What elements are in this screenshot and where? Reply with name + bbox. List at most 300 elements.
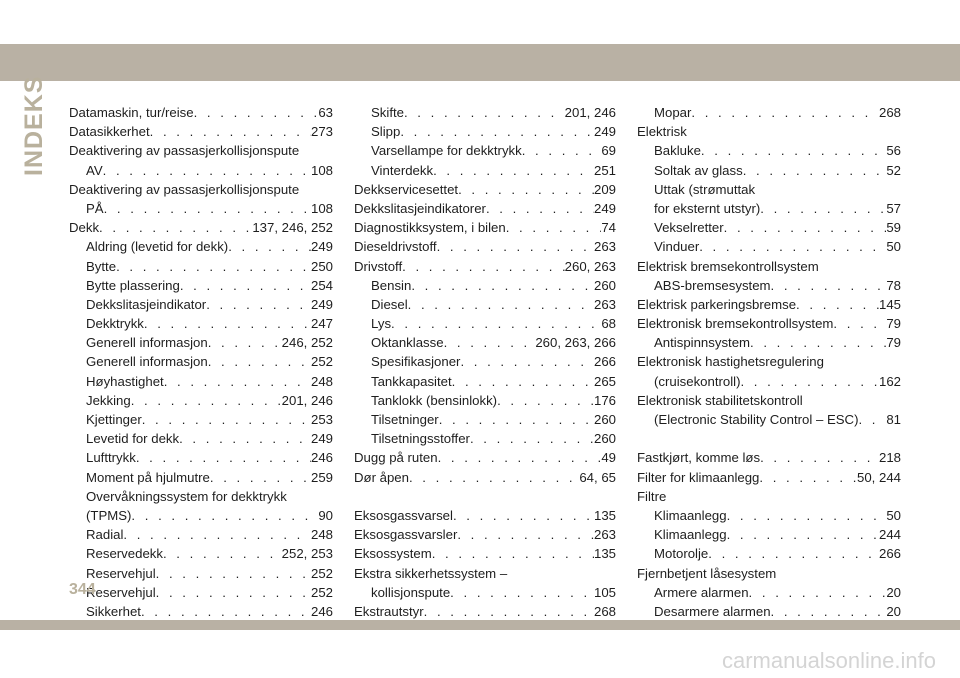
dot-leader — [404, 103, 565, 122]
index-entry — [354, 525, 616, 544]
entry-spacer — [354, 487, 616, 506]
index-subentry — [69, 352, 333, 371]
entry-page-ref: 249 — [593, 124, 616, 140]
entry-page-ref: 50 — [886, 239, 901, 255]
dot-leader — [460, 352, 594, 371]
entry-term: Elektrisk — [637, 124, 687, 140]
entry-term: Dør åpen — [354, 469, 409, 485]
entry-term: Armere alarmen — [654, 584, 749, 600]
entry-term: Antispinnsystem — [654, 335, 751, 351]
entry-page-ref: 246 — [310, 450, 333, 466]
index-subentry — [637, 372, 901, 391]
dot-leader — [99, 218, 252, 237]
dot-leader — [701, 141, 886, 160]
dot-leader — [691, 103, 879, 122]
dot-leader — [438, 448, 602, 467]
dot-leader — [150, 122, 311, 141]
index-subentry — [69, 333, 333, 352]
entry-page-ref: 90 — [318, 507, 333, 523]
entry-page-ref: 145 — [878, 296, 901, 312]
index-subentry — [637, 199, 901, 218]
index-column-2 — [354, 103, 616, 621]
index-subentry — [637, 103, 901, 122]
entry-term: Klimaanlegg — [654, 527, 727, 543]
entry-term: Ekstrautstyr — [354, 603, 424, 619]
entry-page-ref: 268 — [593, 603, 616, 619]
index-subentry — [69, 564, 333, 583]
index-subentry — [69, 448, 333, 467]
entry-term: Overvåkningssystem for dekktrykk — [86, 488, 287, 504]
index-subentry — [69, 506, 333, 525]
page-number: 344 — [69, 581, 96, 598]
dot-leader — [833, 314, 886, 333]
index-column-3 — [637, 103, 901, 621]
entry-term: Dekkservicesettet — [354, 181, 459, 197]
dot-leader — [796, 295, 879, 314]
entry-term: ABS-bremsesystem — [654, 277, 771, 293]
dot-leader — [486, 199, 594, 218]
dot-leader — [163, 544, 282, 563]
dot-leader — [411, 276, 594, 295]
entry-page-ref: 273 — [310, 124, 333, 140]
entry-page-ref: 135 — [593, 546, 616, 562]
entry-page-ref: 268 — [878, 105, 901, 120]
index-entry — [637, 314, 901, 333]
index-subentry — [354, 141, 616, 160]
dot-leader — [724, 218, 887, 237]
index-subentry — [354, 429, 616, 448]
entry-page-ref: 252, 253 — [281, 546, 333, 562]
index-subentry — [69, 161, 333, 180]
entry-page-ref: 260 — [593, 431, 616, 447]
entry-page-ref: 176 — [593, 392, 616, 408]
entry-page-ref: 263 — [593, 239, 616, 255]
entry-page-ref: 74 — [601, 220, 616, 236]
index-subentry — [69, 295, 333, 314]
entry-term: Slipp — [371, 124, 401, 140]
dot-leader — [206, 295, 311, 314]
entry-page-ref: 248 — [310, 527, 333, 543]
entry-term: Eksossystem — [354, 546, 432, 562]
index-entry — [637, 487, 901, 506]
entry-term: Vinduer — [654, 239, 700, 255]
entry-page-ref: 260 — [593, 277, 616, 293]
entry-term: Dekktrykk — [86, 316, 144, 332]
dot-leader — [123, 525, 311, 544]
entry-page-ref: 137, 246, 252 — [252, 220, 333, 236]
entry-term: Lufttrykk — [86, 450, 136, 466]
entry-term: Eksosgassvarsel — [354, 507, 453, 523]
index-subentry — [354, 372, 616, 391]
entry-page-ref: 260, 263, 266 — [535, 335, 616, 351]
entry-term: Diagnostikksystem, i bilen — [354, 220, 506, 236]
dot-leader — [727, 525, 879, 544]
dot-leader — [699, 237, 886, 256]
entry-term: Lys — [371, 316, 392, 332]
entry-page-ref: 52 — [886, 162, 901, 178]
entry-page-ref: 57 — [886, 200, 901, 216]
entry-page-ref: 79 — [886, 335, 901, 351]
index-subentry — [637, 602, 901, 621]
index-subentry — [637, 237, 901, 256]
entry-page-ref: 252 — [310, 565, 333, 581]
entry-term: Filtre — [637, 488, 667, 504]
index-subentry — [69, 544, 333, 563]
index-subentry — [637, 525, 901, 544]
index-subentry — [69, 314, 333, 333]
entry-term: Spesifikasjoner — [371, 354, 461, 370]
dot-leader — [408, 295, 594, 314]
index-subentry — [354, 276, 616, 295]
entry-page-ref: 266 — [878, 546, 901, 562]
index-subentry — [354, 352, 616, 371]
index-subentry — [637, 161, 901, 180]
dot-leader — [391, 314, 601, 333]
dot-leader — [743, 161, 887, 180]
entry-term: Vekselretter — [654, 220, 724, 236]
dot-leader — [458, 180, 594, 199]
index-entry — [637, 257, 901, 276]
watermark: carmanualsonline.info — [721, 648, 936, 673]
entry-term: kollisjonspute — [371, 584, 451, 600]
entry-term: (cruisekontroll) — [654, 373, 741, 389]
entry-page-ref: 265 — [593, 373, 616, 389]
entry-term: Varsellampe for dekktrykk — [371, 143, 522, 159]
dot-leader — [136, 448, 311, 467]
entry-page-ref: 135 — [593, 507, 616, 523]
entry-page-ref: 260, 263 — [564, 258, 616, 274]
index-subentry — [354, 410, 616, 429]
index-entry — [354, 564, 616, 583]
entry-page-ref: 246 — [310, 603, 333, 619]
dot-leader — [144, 314, 311, 333]
entry-term: Dugg på ruten — [354, 450, 438, 466]
entry-term: Generell informasjon — [86, 335, 208, 351]
entry-page-ref: 49 — [601, 450, 616, 466]
entry-term: Levetid for dekk — [86, 431, 180, 447]
dot-leader — [437, 237, 594, 256]
index-subentry — [69, 276, 333, 295]
dot-leader — [760, 199, 886, 218]
index-subentry — [69, 237, 333, 256]
index-entry — [69, 218, 333, 237]
entry-term: Mopar — [654, 105, 692, 120]
index-entry — [354, 180, 616, 199]
entry-page-ref: 218 — [878, 450, 901, 466]
entry-term: Elektrisk bremsekontrollsystem — [637, 258, 819, 274]
entry-page-ref: 248 — [310, 373, 333, 389]
index-subentry — [637, 583, 901, 602]
dot-leader — [179, 429, 311, 448]
entry-term: Elektrisk parkeringsbremse — [637, 296, 797, 312]
entry-term: Fjernbetjent låsesystem — [637, 565, 777, 581]
entry-term: Skifte — [371, 105, 404, 120]
entry-term: Datamaskin, tur/reise — [69, 105, 194, 120]
entry-term: for eksternt utstyr) — [654, 200, 761, 216]
entry-page-ref: 81 — [886, 412, 901, 427]
index-entry — [637, 391, 901, 410]
entry-page-ref: 250 — [310, 258, 333, 274]
index-subentry — [69, 429, 333, 448]
dot-leader — [708, 544, 879, 563]
index-subentry — [69, 468, 333, 487]
entry-term: Bytte — [86, 258, 117, 274]
entry-page-ref: 108 — [310, 200, 333, 216]
dot-leader — [131, 391, 282, 410]
entry-term: Tilsetninger — [371, 412, 439, 427]
entry-term: Generell informasjon — [86, 354, 208, 370]
entry-term: Dieseldrivstoff — [354, 239, 437, 255]
entry-page-ref: 50 — [886, 507, 901, 523]
index-entry — [637, 468, 901, 487]
entry-term: Dekkslitasjeindikatorer — [354, 200, 486, 216]
entry-term: Datasikkerhet — [69, 124, 150, 140]
entry-term: Fastkjørt, komme løs — [637, 450, 761, 466]
dot-leader — [439, 410, 594, 429]
index-subentry — [637, 276, 901, 295]
entry-term: Tanklokk (bensinlokk) — [371, 392, 498, 408]
index-column-1 — [69, 103, 333, 621]
dot-leader — [750, 333, 886, 352]
index-subentry — [354, 583, 616, 602]
index-entry — [354, 468, 616, 487]
entry-term: Oktanklasse — [371, 335, 444, 351]
entry-page-ref: 209 — [593, 181, 616, 197]
entry-term: Aldring (levetid for dekk) — [86, 239, 229, 255]
footer-band — [0, 620, 960, 630]
dot-leader — [194, 103, 319, 122]
entry-term: Bensin — [371, 277, 412, 293]
entry-term: Eksosgassvarsler — [354, 527, 458, 543]
entry-page-ref: 253 — [310, 412, 333, 427]
dot-leader — [141, 602, 311, 621]
dot-leader — [402, 257, 565, 276]
index-subentry — [69, 410, 333, 429]
dot-leader — [131, 506, 318, 525]
entry-page-ref: 249 — [310, 239, 333, 255]
index-subentry — [637, 333, 901, 352]
entry-term: Reservehjul — [86, 584, 156, 600]
entry-page-ref: 244 — [878, 527, 901, 543]
index-entry — [354, 199, 616, 218]
entry-term: Elektronisk bremsekontrollsystem — [637, 316, 834, 332]
entry-page-ref: 50, 244 — [857, 469, 901, 485]
header-band — [0, 44, 960, 81]
entry-term: Deaktivering av passasjerkollisjonspute — [69, 143, 300, 159]
entry-page-ref: 201, 246 — [564, 105, 616, 120]
dot-leader — [506, 218, 602, 237]
dot-leader — [433, 161, 594, 180]
dot-leader — [400, 122, 594, 141]
dot-leader — [104, 199, 311, 218]
index-subentry — [354, 391, 616, 410]
entry-page-ref: 105 — [593, 584, 616, 600]
entry-term: Desarmere alarmen — [654, 603, 771, 619]
entry-page-ref: 56 — [886, 143, 901, 159]
entry-term: Dekk — [69, 220, 100, 236]
entry-page-ref: 64, 65 — [579, 469, 616, 485]
entry-page-ref: 251 — [593, 162, 616, 178]
entry-page-ref: 266 — [593, 354, 616, 370]
entry-page-ref: 20 — [886, 603, 901, 619]
index-subentry — [69, 372, 333, 391]
dot-leader — [727, 506, 887, 525]
dot-leader — [432, 544, 594, 563]
entry-page-ref: 78 — [886, 277, 901, 293]
index-entry — [69, 180, 333, 199]
index-entry — [354, 257, 616, 276]
entry-term: Elektronisk hastighetsregulering — [637, 354, 824, 370]
dot-leader — [452, 372, 594, 391]
index-entry — [637, 295, 901, 314]
entry-term: Elektronisk stabilitetskontroll — [637, 392, 803, 408]
dot-leader — [164, 372, 311, 391]
entry-page-ref: 69 — [601, 143, 616, 159]
entry-page-ref: 252 — [310, 354, 333, 370]
dot-leader — [740, 372, 879, 391]
dot-leader — [771, 602, 887, 621]
dot-leader — [522, 141, 602, 160]
entry-term: Vinterdekk — [371, 162, 434, 178]
entry-term: (TPMS) — [86, 507, 132, 523]
dot-leader — [208, 352, 311, 371]
index-subentry — [69, 602, 333, 621]
index-entry — [69, 141, 333, 160]
index-subentry — [354, 161, 616, 180]
entry-page-ref: 263 — [593, 296, 616, 312]
index-entry — [354, 237, 616, 256]
entry-term: Jekking — [86, 392, 131, 408]
entry-term: Motorolje — [654, 546, 709, 562]
dot-leader — [180, 276, 311, 295]
index-subentry — [69, 257, 333, 276]
entry-term: Dekkslitasjeindikator — [86, 296, 207, 312]
entry-term: Radial — [86, 527, 124, 543]
entry-page-ref: 247 — [310, 316, 333, 332]
entry-term: (Electronic Stability Control – ESC) — [654, 412, 859, 427]
index-entry — [354, 602, 616, 621]
entry-page-ref: 249 — [310, 296, 333, 312]
index-entry — [637, 352, 901, 371]
entry-spacer — [637, 429, 901, 448]
entry-term: Reservehjul — [86, 565, 156, 581]
entry-term: Uttak (strømuttak — [654, 181, 756, 197]
entry-term: Høyhastighet — [86, 373, 164, 389]
index-entry — [637, 564, 901, 583]
entry-page-ref: 63 — [318, 105, 333, 120]
entry-term: Reservedekk — [86, 546, 163, 562]
index-subentry — [354, 314, 616, 333]
entry-term: Moment på hjulmutre — [86, 469, 210, 485]
entry-term: Soltak av glass — [654, 162, 743, 178]
entry-page-ref: 249 — [310, 431, 333, 447]
index-entry — [69, 103, 333, 122]
index-subentry — [69, 199, 333, 218]
dot-leader — [453, 506, 594, 525]
index-subentry — [69, 391, 333, 410]
entry-page-ref: 68 — [601, 316, 616, 332]
entry-page-ref: 20 — [886, 584, 901, 600]
dot-leader — [759, 468, 857, 487]
index-entry — [69, 122, 333, 141]
dot-leader — [208, 333, 282, 352]
index-subentry — [637, 544, 901, 563]
index-entry — [354, 506, 616, 525]
dot-leader — [210, 468, 311, 487]
dot-leader — [103, 161, 311, 180]
dot-leader — [142, 410, 311, 429]
dot-leader — [156, 564, 311, 583]
entry-term: Tankkapasitet — [371, 373, 452, 389]
section-label: INDEKS — [20, 75, 48, 176]
dot-leader — [409, 468, 579, 487]
index-subentry — [354, 333, 616, 352]
entry-term: Deaktivering av passasjerkollisjonspute — [69, 181, 300, 197]
index-entry — [354, 448, 616, 467]
entry-term: Ekstra sikkerhetssystem – — [354, 565, 508, 581]
entry-term: Sikkerhet — [86, 603, 141, 619]
entry-page-ref: 108 — [310, 162, 333, 178]
index-subentry — [69, 525, 333, 544]
dot-leader — [444, 333, 536, 352]
index-entry — [354, 544, 616, 563]
entry-page-ref: 246, 252 — [281, 335, 333, 351]
index-subentry — [69, 583, 333, 602]
index-subentry — [354, 295, 616, 314]
entry-term: Bakluke — [654, 143, 701, 159]
entry-page-ref: 263 — [593, 527, 616, 543]
index-subentry — [637, 180, 901, 199]
dot-leader — [749, 583, 887, 602]
dot-leader — [760, 448, 879, 467]
entry-term: Klimaanlegg — [654, 507, 727, 523]
index-subentry — [637, 141, 901, 160]
entry-term: AV — [86, 162, 103, 178]
entry-term: Tilsetningsstoffer — [371, 431, 470, 447]
dot-leader — [116, 257, 311, 276]
entry-page-ref: 259 — [310, 469, 333, 485]
dot-leader — [771, 276, 887, 295]
entry-page-ref: 59 — [886, 220, 901, 236]
entry-page-ref: 201, 246 — [281, 392, 333, 408]
dot-leader — [858, 410, 886, 429]
index-entry — [354, 218, 616, 237]
entry-term: Filter for klimaanlegg — [637, 469, 760, 485]
entry-term: Kjettinger — [86, 412, 142, 427]
entry-term: PÅ — [86, 200, 104, 216]
entry-page-ref: 162 — [878, 373, 901, 389]
entry-page-ref: 249 — [593, 200, 616, 216]
dot-leader — [228, 237, 311, 256]
index-entry — [637, 448, 901, 467]
entry-page-ref: 260 — [593, 412, 616, 427]
entry-term: Bytte plassering — [86, 277, 180, 293]
dot-leader — [470, 429, 594, 448]
index-subentry — [354, 103, 616, 122]
dot-leader — [497, 391, 594, 410]
index-entry — [637, 122, 901, 141]
dot-leader — [450, 583, 594, 602]
dot-leader — [156, 583, 311, 602]
entry-term: Diesel — [371, 296, 408, 312]
entry-page-ref: 79 — [886, 316, 901, 332]
dot-leader — [424, 602, 594, 621]
entry-term: Drivstoff — [354, 258, 403, 274]
entry-page-ref: 254 — [310, 277, 333, 293]
index-subentry — [69, 487, 333, 506]
index-subentry — [354, 122, 616, 141]
index-subentry — [637, 506, 901, 525]
